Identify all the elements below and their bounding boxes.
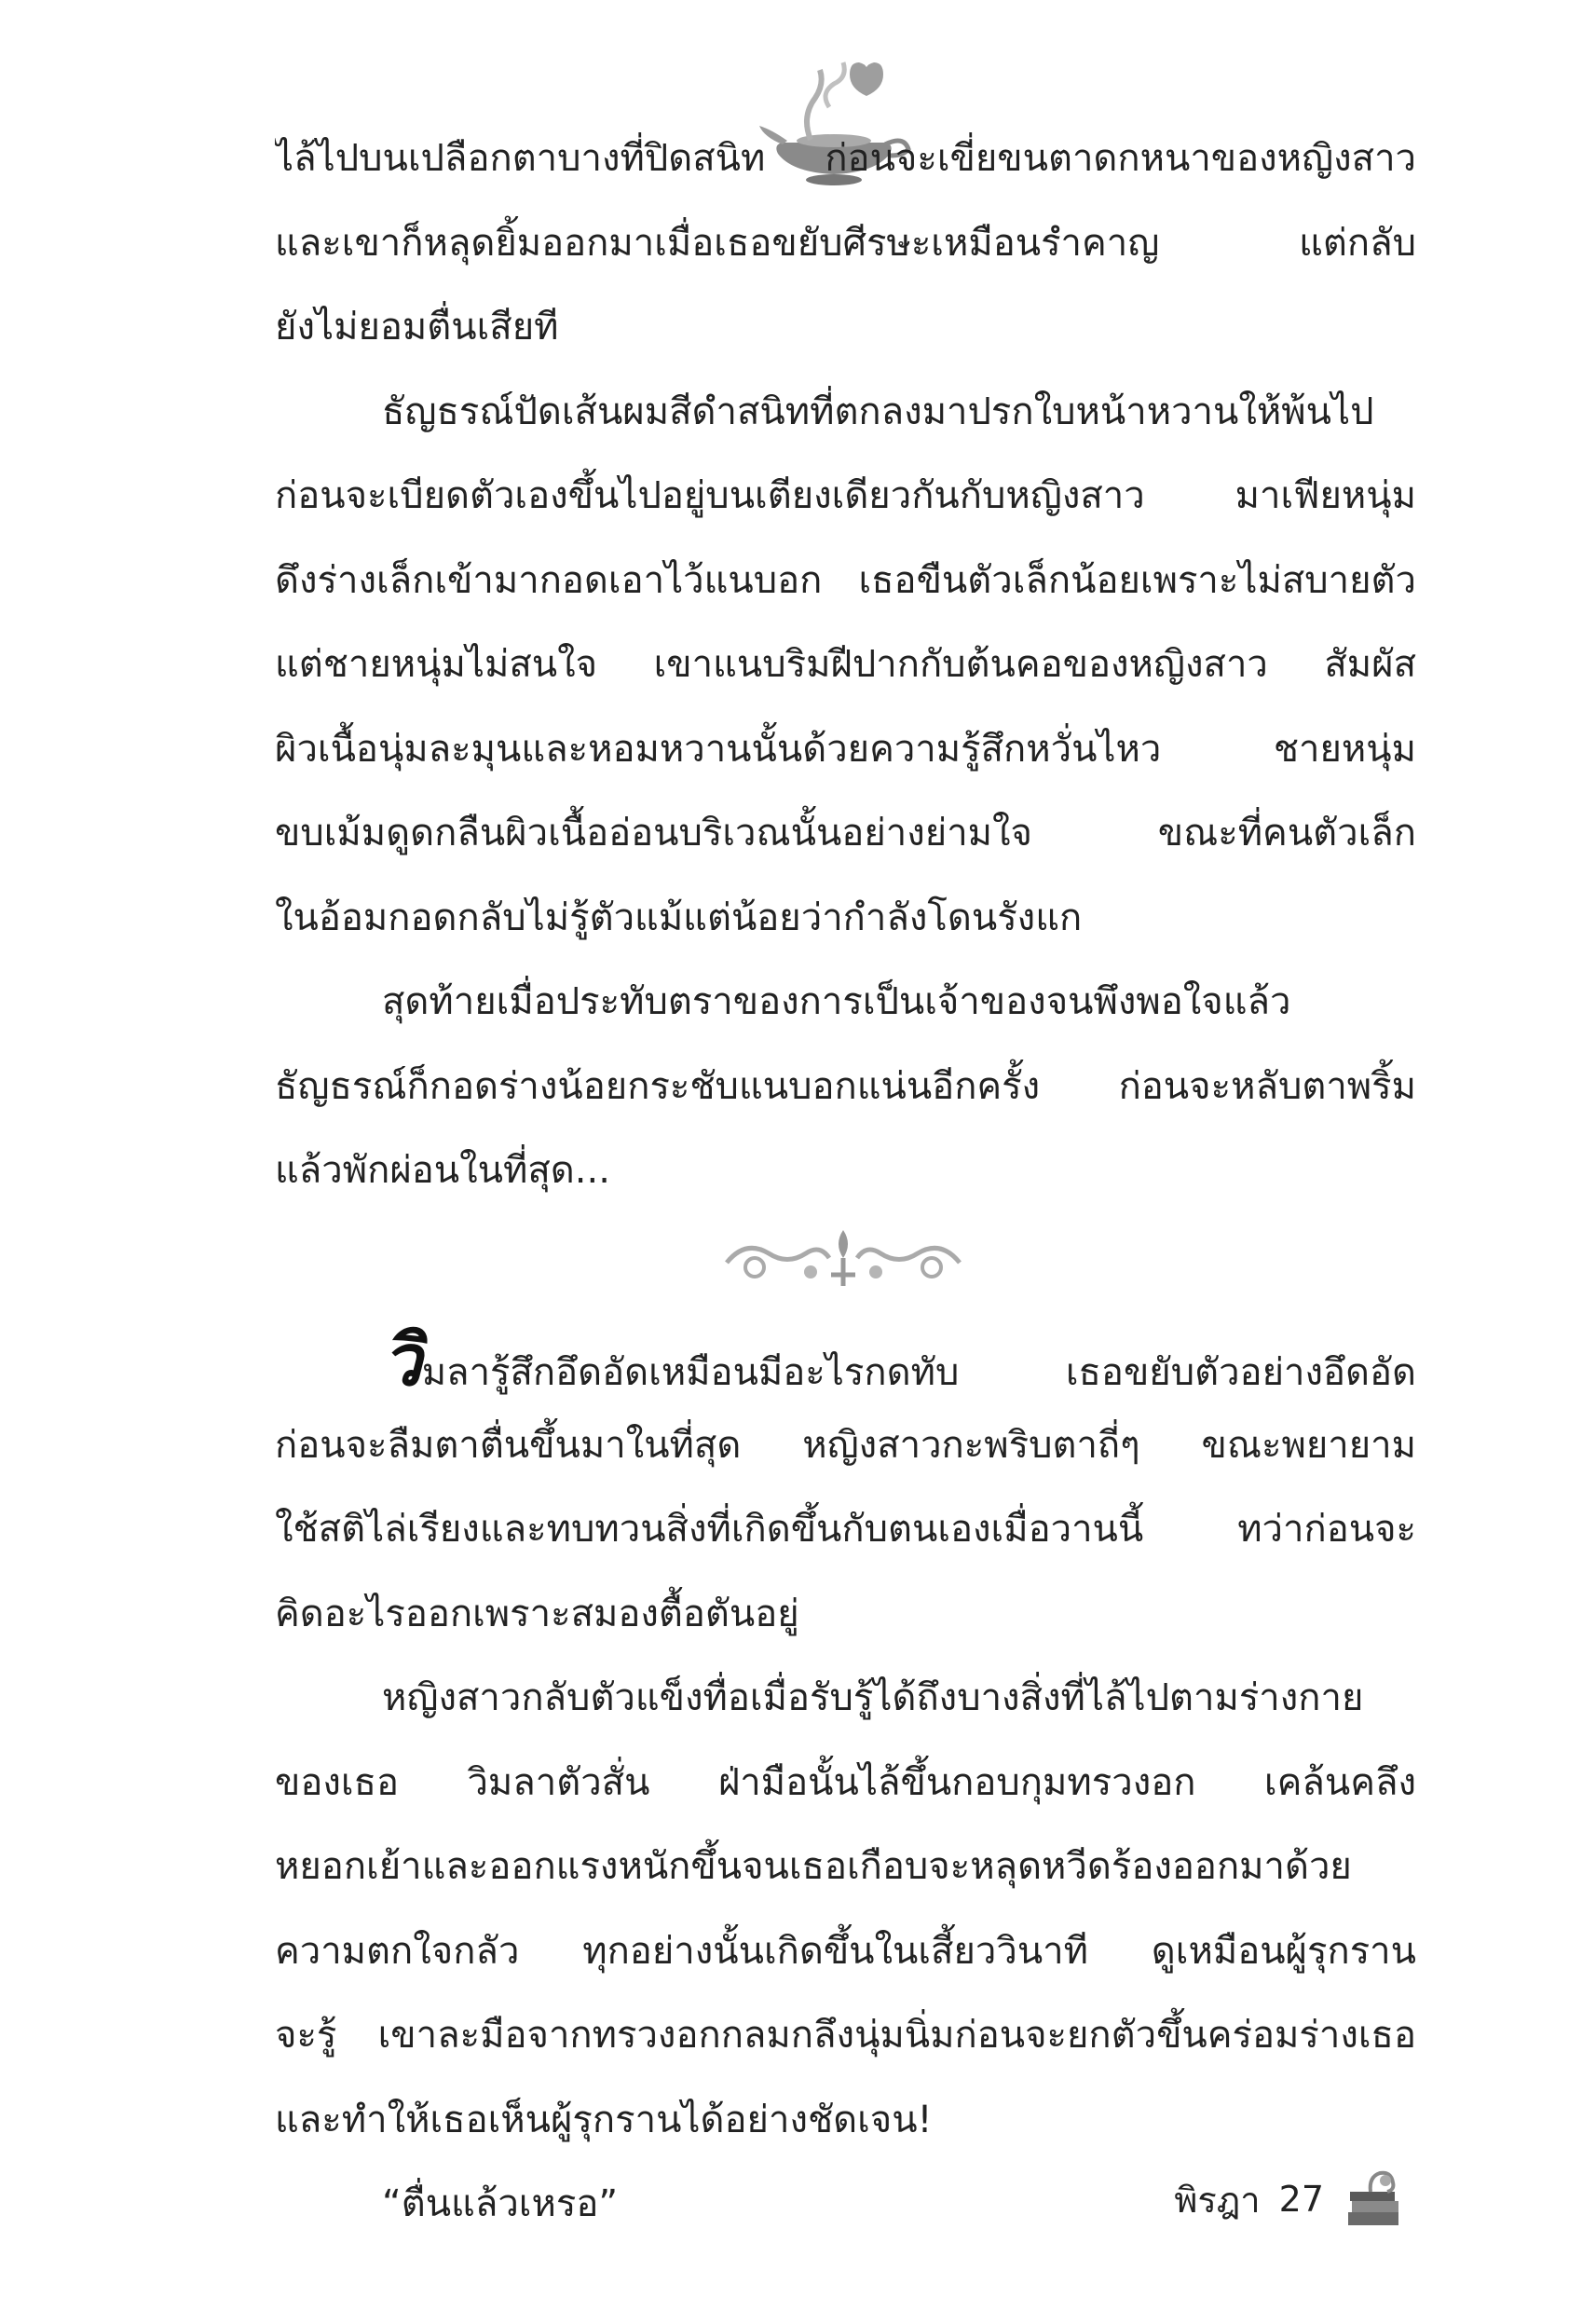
dropcap-letter: วิ	[382, 1319, 422, 1402]
text-line: คิดอะไรออกเพราะสมองตื้อตันอยู่	[275, 1592, 799, 1635]
text-line: ของเธอ วิมลาตัวสั่น ฝ่ามือนั้นไล้ขึ้นกอบกุมทรวงอก เคล้นคลึง	[275, 1760, 1416, 1804]
text-line: ยังไม่ยอมตื่นเสียที	[275, 306, 559, 349]
text-line: ใช้สติไล่เรียงและทบทวนสิ่งที่เกิดขึ้นกับตนเองเมื่อวานนี้ ทว่าก่อนจะ	[275, 1508, 1416, 1551]
text-line: ในอ้อมกอดกลับไม่รู้ตัวแม้แต่น้อยว่ากำลังโดนรังแก	[275, 896, 1083, 939]
text-line: สุดท้ายเมื่อประทับตราของการเป็นเจ้าของจนพึงพอใจแล้ว	[382, 980, 1291, 1023]
text-line: ผิวเนื้อนุ่มละมุนและหอมหวานนั้นด้วยความรู้สึกหวั่นไหว ชายหนุ่ม	[275, 727, 1416, 771]
text-line: ขบเม้มดูดกลืนผิวเนื้ออ่อนบริเวณนั้นอย่างย่ามใจ ขณะที่คนตัวเล็ก	[275, 812, 1416, 855]
text-line: หยอกเย้าและออกแรงหนักขึ้นจนเธอเกือบจะหลุดหวีดร้องออกมาด้วย	[275, 1845, 1352, 1888]
author-name: พิรฎา	[1174, 2179, 1261, 2221]
text-line: ดึงร่างเล็กเข้ามากอดเอาไว้แนบอก เธอขืนตัวเล็กน้อยเพราะไม่สบายตัว	[275, 558, 1416, 602]
text-line: แล้วพักผ่อนในที่สุด...	[275, 1149, 610, 1192]
flourish-divider-icon	[717, 1221, 969, 1295]
text-line: ธัญธรณ์ก็กอดร่างน้อยกระชับแนบอกแน่นอีกครั้ง ก่อนจะหลับตาพริ้ม	[275, 1064, 1416, 1108]
text-line: ก่อนจะเบียดตัวเองขึ้นไปอยู่บนเตียงเดียวกันกับหญิงสาว มาเฟียหนุ่ม	[275, 474, 1416, 517]
text-line: ก่อนจะลืมตาตื่นขึ้นมาในที่สุด หญิงสาวกะพริบตาถี่ๆ ขณะพยายาม	[275, 1423, 1416, 1467]
text-line: จะรู้ เขาละมือจากทรวงอกกลมกลึงนุ่มนิ่มก่อนจะยกตัวขึ้นคร่อมร่างเธอ	[275, 2014, 1416, 2057]
text-line: และทำให้เธอเห็นผู้รุกรานได้อย่างชัดเจน!	[275, 2098, 933, 2141]
text-line: “ตื่นแล้วเหรอ”	[382, 2182, 619, 2225]
dropcap-line	[275, 1319, 1416, 1403]
page-number: 27	[1278, 2179, 1324, 2220]
page-footer	[1174, 2162, 1410, 2236]
text-line: ธัญธรณ์ปัดเส้นผมสีดำสนิทที่ตกลงมาปรกใบหน้าหวานให้พ้นไป	[382, 390, 1374, 433]
text-line: หญิงสาวกลับตัวแข็งทื่อเมื่อรับรู้ได้ถึงบางสิ่งที่ไล้ไปตามร่างกาย	[382, 1676, 1364, 1719]
text-line: มลารู้สึกอึดอัดเหมือนมีอะไรกดทับ เธอขยับตัวอย่างอึดอัด	[421, 1351, 1416, 1394]
top-text-block	[275, 116, 1416, 1213]
text-line: ความตกใจกลัว ทุกอย่างนั้นเกิดขึ้นในเสี้ยววินาที ดูเหมือนผู้รุกราน	[275, 1929, 1416, 1973]
text-line: แต่ชายหนุ่มไม่สนใจ เขาแนบริมฝีปากกับต้นคอของหญิงสาว สัมผัส	[275, 643, 1416, 686]
book-stack-icon	[1343, 2166, 1410, 2233]
text-line: และเขาก็หลุดยิ้มออกมาเมื่อเธอขยับศีรษะเหมือนรำคาญ แต่กลับ	[275, 221, 1416, 265]
bottom-text-block	[275, 1319, 1416, 2247]
text-line: ไล้ไปบนเปลือกตาบางที่ปิดสนิท ก่อนจะเขี่ยขนตาดกหนาของหญิงสาว	[275, 137, 1416, 180]
